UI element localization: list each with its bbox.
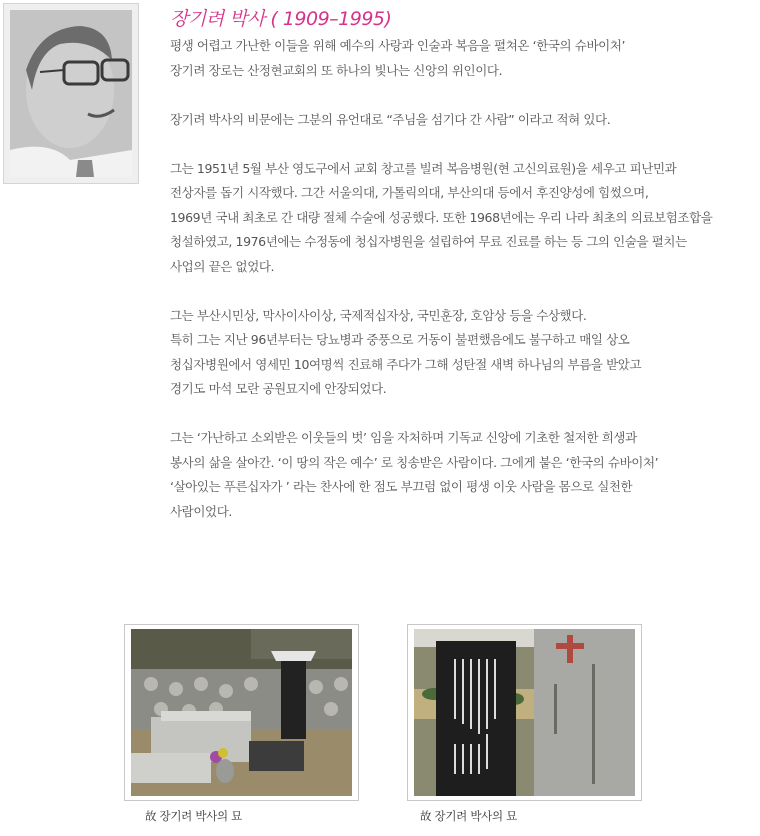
text-line: 평생 어렵고 가난한 이들을 위해 예수의 사랑과 인술과 복음을 펼쳐온 ‘한국의 슈바이처’ [170, 38, 626, 53]
page-title: 장기려 박사 ( 1909–1995) [170, 8, 392, 30]
portrait-photo [10, 10, 132, 177]
biography-text [170, 34, 755, 549]
photo-caption: 故 장기려 박사의 묘 [145, 809, 242, 823]
grave-photo-frame [124, 624, 359, 801]
paragraph-intro [170, 34, 755, 83]
text-line: 사람이었다. [170, 503, 232, 519]
text-line: 청십자병원에서 영세민 10여명씩 진료해 주다가 그해 성탄절 새벽 하나님의 부름을 받았고 [170, 356, 642, 372]
paragraph-awards [170, 304, 755, 402]
text-line: 그는 부산시민상, 막사이사이상, 국제적십자상, 국민훈장, 호암상 등을 수상했다. [170, 307, 587, 323]
paragraph-epitaph [170, 108, 755, 133]
tombstone-photo-frame [407, 624, 642, 801]
text-line: 1969년 국내 최초로 간 대량 절체 수술에 성공했다. 또한 1968년에는 우리 나라 최초의 의료보험조합을 [170, 209, 713, 225]
text-line: 청설하였고, 1976년에는 수정동에 청십자병원을 설립하여 무료 진료를 하는 등 그의 인술을 펼치는 [170, 234, 687, 249]
text-line: 봉사의 삶을 살아간. ‘이 땅의 작은 예수’ 로 칭송받은 사람이다. 그에게 붙은 ‘한국의 슈바이처’ [170, 454, 659, 470]
portrait-frame [3, 3, 139, 184]
paragraph-legacy [170, 426, 755, 524]
text-line: ‘살아있는 푸른십자가 ’ 라는 찬사에 한 점도 부끄럼 없이 평생 이웃 사람을 몸으로 실천한 [170, 479, 633, 494]
text-line: 장기려 장로는 산정현교회의 또 하나의 빛나는 신앙의 위인이다. [170, 62, 503, 78]
paragraph-career [170, 157, 755, 280]
text-line: 전상자를 돕기 시작했다. 그간 서울의대, 가톨릭의대, 부산의대 등에서 후진양성에 힘썼으며, [170, 185, 649, 200]
text-line: 그는 1951년 5월 부산 영도구에서 교회 창고를 빌려 복음병원(현 고신의료원)을 세우고 피난민과 [170, 160, 677, 176]
text-line: 경기도 마석 모란 공원묘지에 안장되었다. [170, 381, 387, 396]
text-line: 특히 그는 지난 96년부터는 당뇨병과 중풍으로 거동이 불편했음에도 불구하고 매일 상오 [170, 332, 630, 347]
text-line: 사업의 끝은 없었다. [170, 258, 275, 274]
photo-caption: 故 장기려 박사의 묘 [420, 809, 517, 823]
text-line: 장기려 박사의 비문에는 그분의 유언대로 “주님을 섬기다 간 사람” 이라고 적혀 있다. [170, 111, 611, 127]
text-line: 그는 ‘가난하고 소외받은 이웃들의 벗’ 임을 자처하며 기독교 신앙에 기초한 철저한 희생과 [170, 430, 637, 445]
grave-site-photo [131, 629, 352, 796]
tombstone-inscription-photo [414, 629, 635, 796]
